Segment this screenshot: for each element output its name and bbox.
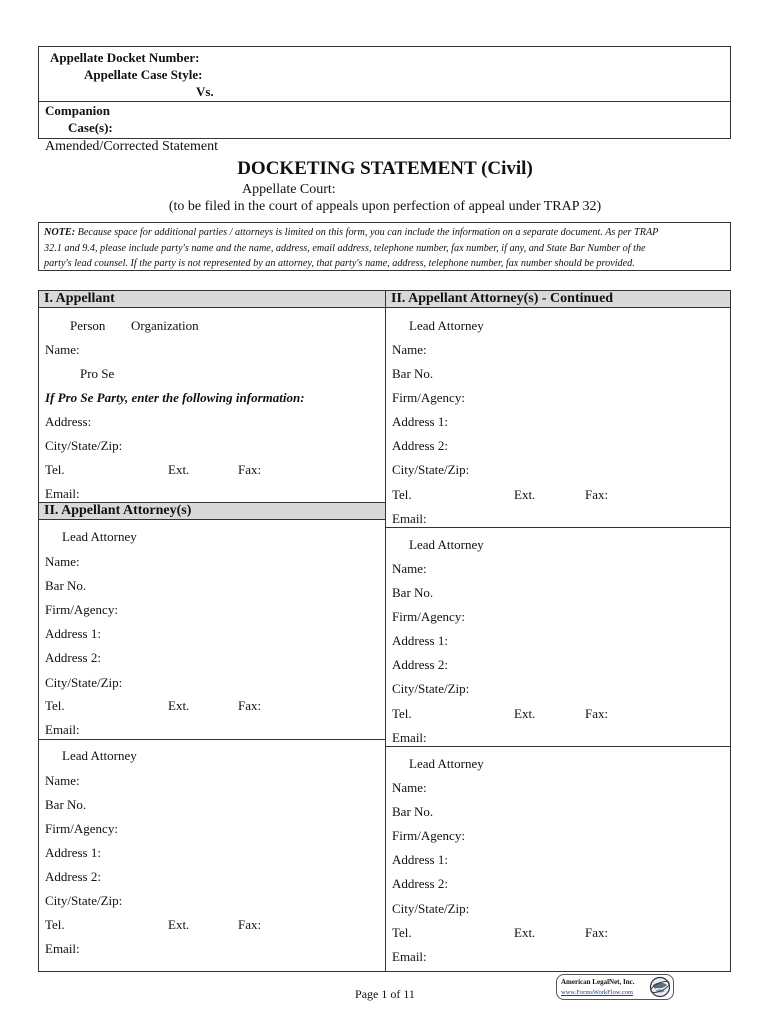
left-attorney-divider — [38, 739, 386, 740]
appellant-name-label: Name: — [45, 342, 80, 357]
left-attorney-2-city-label: City/State/Zip: — [45, 893, 123, 908]
appellant-tel-label: Tel. — [45, 462, 65, 477]
publisher-name: American LegalNet, Inc. — [561, 978, 635, 986]
note-line-3: party's lead counsel. If the party is not represented by an attorney, that party's name, address, telephone number, fax number should be provided. — [44, 258, 635, 269]
right-attorney-1-fax-label: Fax: — [585, 487, 609, 502]
right-attorney-1-address2-label: Address 2: — [392, 438, 448, 453]
right-attorney-3-firm-label: Firm/Agency: — [392, 828, 465, 843]
left-attorney-2-email-label: Email: — [45, 941, 80, 956]
left-attorney-1-address1-label: Address 1: — [45, 626, 101, 641]
appellant-email-label: Email: — [45, 486, 80, 501]
right-attorney-2-email-label: Email: — [392, 730, 427, 745]
form-subtitle: (to be filed in the court of appeals upon perfection of appeal under TRAP 32) — [168, 199, 602, 214]
left-attorney-1-bar-label: Bar No. — [45, 578, 87, 593]
party-type-organization-option[interactable]: Organization — [131, 318, 199, 333]
docket-number-label: Appellate Docket Number: — [50, 50, 200, 65]
left-attorney-1-firm-label: Firm/Agency: — [45, 602, 118, 617]
left-attorney-2-name-label: Name: — [45, 773, 80, 788]
right-attorney-2-address2-label: Address 2: — [392, 657, 448, 672]
right-attorney-3-bar-label: Bar No. — [392, 804, 434, 819]
appellant-fax-label: Fax: — [238, 462, 262, 477]
left-attorney-2-address1-label: Address 1: — [45, 845, 101, 860]
right-attorney-2-fax-label: Fax: — [585, 706, 609, 721]
note-box — [38, 222, 731, 271]
right-attorney-1-tel-label: Tel. — [392, 487, 412, 502]
publisher-url-link[interactable]: www.FormsWorkFlow.com — [561, 989, 633, 996]
appellant-section-header: I. Appellant — [38, 290, 386, 308]
page-number: Page 1 of 11 — [355, 987, 415, 1001]
right-attorney-1-firm-label: Firm/Agency: — [392, 390, 465, 405]
right-attorney-2-firm-label: Firm/Agency: — [392, 609, 465, 624]
left-attorney-1-address2-label: Address 2: — [45, 650, 101, 665]
left-attorney-2-firm-label: Firm/Agency: — [45, 821, 118, 836]
right-attorney-2-ext-label: Ext. — [514, 706, 536, 721]
publisher-logo — [556, 974, 674, 1000]
left-attorney-1-ext-label: Ext. — [168, 698, 190, 713]
right-attorney-2-lead-option[interactable]: Lead Attorney — [409, 537, 484, 552]
left-attorney-1-lead-option[interactable]: Lead Attorney — [62, 529, 137, 544]
left-attorney-1-city-label: City/State/Zip: — [45, 675, 123, 690]
left-attorney-2-address2-label: Address 2: — [45, 869, 101, 884]
note-line-1: Because space for additional parties / attorneys is limited on this form, you can include the information on a separate document. As per TRAP — [77, 227, 659, 238]
column-divider — [385, 290, 386, 972]
right-attorney-3-name-label: Name: — [392, 780, 427, 795]
left-attorney-1-fax-label: Fax: — [238, 698, 262, 713]
left-attorney-2-bar-label: Bar No. — [45, 797, 87, 812]
form-title: DOCKETING STATEMENT (Civil) — [237, 158, 533, 179]
left-attorney-1-email-label: Email: — [45, 722, 80, 737]
right-attorney-3-lead-option[interactable]: Lead Attorney — [409, 756, 484, 771]
left-attorney-2-fax-label: Fax: — [238, 917, 262, 932]
right-attorney-2-address1-label: Address 1: — [392, 633, 448, 648]
vs-label: Vs. — [196, 84, 214, 99]
right-attorney-2-bar-label: Bar No. — [392, 585, 434, 600]
right-attorney-divider-2 — [385, 746, 731, 747]
party-type-person-option[interactable]: Person — [70, 318, 106, 333]
left-attorney-1-name-label: Name: — [45, 554, 80, 569]
note-line-2: 32.1 and 9.4, please include party's name and the name, address, email address, telephone number, fax number, if any, and State Bar Number of the — [44, 242, 646, 254]
right-attorney-3-fax-label: Fax: — [585, 925, 609, 940]
companion-cases-label: Case(s): — [68, 120, 113, 135]
right-attorney-3-tel-label: Tel. — [392, 925, 412, 940]
case-header-divider — [38, 101, 731, 102]
pro-se-instruction: If Pro Se Party, enter the following information: — [45, 390, 305, 405]
right-attorney-3-email-label: Email: — [392, 949, 427, 964]
amended-statement-label: Amended/Corrected Statement — [45, 139, 218, 154]
appellate-court-label: Appellate Court: — [242, 182, 336, 197]
note-lead: NOTE: — [44, 227, 76, 238]
right-attorney-1-lead-option[interactable]: Lead Attorney — [409, 318, 484, 333]
left-attorney-2-lead-option[interactable]: Lead Attorney — [62, 748, 137, 763]
right-attorney-1-ext-label: Ext. — [514, 487, 536, 502]
left-attorney-2-ext-label: Ext. — [168, 917, 190, 932]
right-attorney-3-city-label: City/State/Zip: — [392, 901, 470, 916]
left-attorney-2-tel-label: Tel. — [45, 917, 65, 932]
appellant-ext-label: Ext. — [168, 462, 190, 477]
right-attorney-1-email-label: Email: — [392, 511, 427, 526]
appellant-city-label: City/State/Zip: — [45, 438, 123, 453]
right-attorney-1-bar-label: Bar No. — [392, 366, 434, 381]
right-attorney-2-name-label: Name: — [392, 561, 427, 576]
appellant-address-label: Address: — [45, 414, 92, 429]
right-attorney-1-city-label: City/State/Zip: — [392, 462, 470, 477]
right-attorney-2-city-label: City/State/Zip: — [392, 681, 470, 696]
right-attorney-3-ext-label: Ext. — [514, 925, 536, 940]
case-style-label: Appellate Case Style: — [84, 67, 203, 82]
right-attorney-1-name-label: Name: — [392, 342, 427, 357]
right-attorney-1-address1-label: Address 1: — [392, 414, 448, 429]
right-attorney-3-address2-label: Address 2: — [392, 876, 448, 891]
companion-label: Companion — [45, 103, 111, 118]
right-attorney-2-tel-label: Tel. — [392, 706, 412, 721]
attorney-continued-section-header: II. Appellant Attorney(s) - Continued — [385, 290, 731, 308]
globe-icon — [649, 976, 671, 998]
right-attorney-3-address1-label: Address 1: — [392, 852, 448, 867]
pro-se-option[interactable]: Pro Se — [80, 366, 115, 381]
right-attorney-divider-1 — [385, 527, 731, 528]
appellant-attorney-section-header: II. Appellant Attorney(s) — [38, 502, 386, 520]
left-attorney-1-tel-label: Tel. — [45, 698, 65, 713]
